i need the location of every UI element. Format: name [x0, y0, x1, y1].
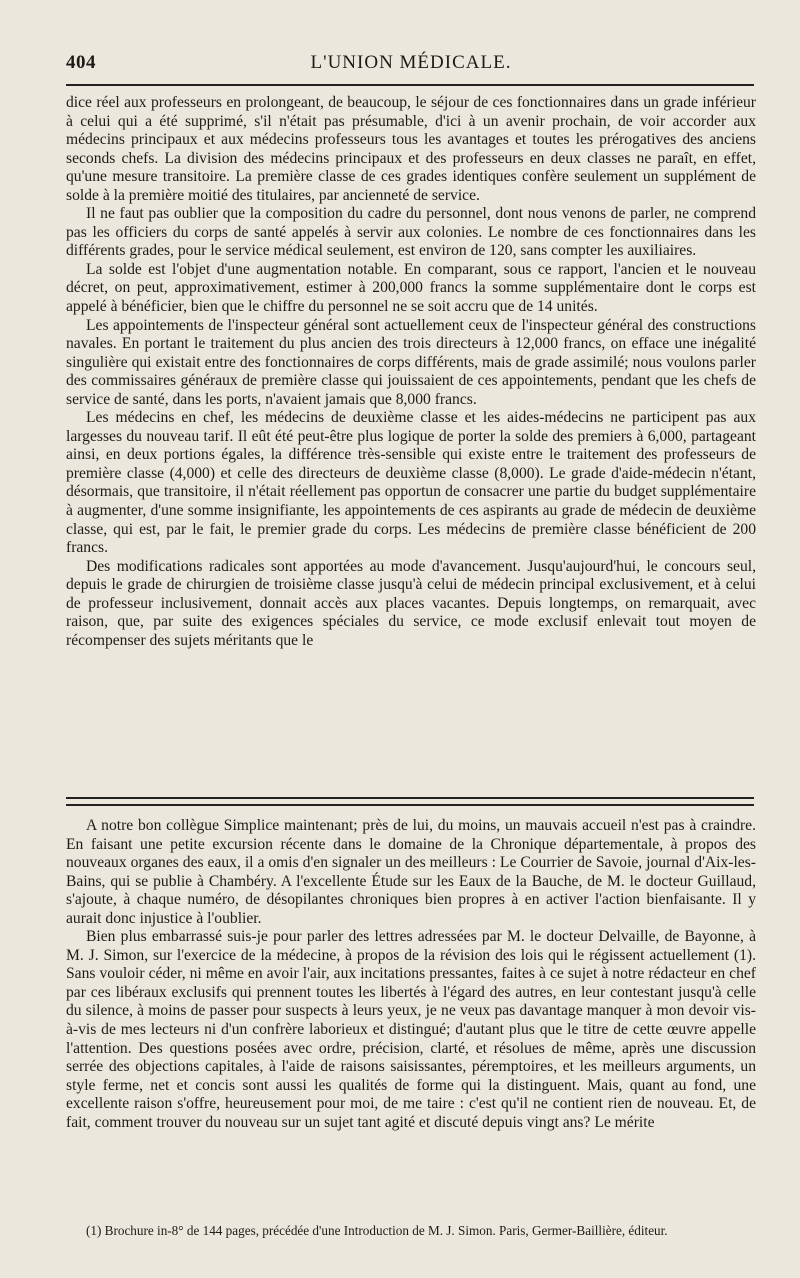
- page-header: [66, 52, 756, 82]
- feuilleton-section: [66, 817, 756, 1132]
- footnote: [66, 1223, 756, 1239]
- paragraph: La solde est l'objet d'une augmentation notable. En comparant, sous ce rapport, l'ancien et le nouveau décret, on peut, approximativement, estimer à 200,000 francs la somme supplémentaire dont le corps est appelé à bénéficier, bien que le chiffre du personnel ne se soit accru que de 14 unités.: [66, 260, 756, 316]
- paragraph: Bien plus embarrassé suis-je pour parler des lettres adressées par M. le docteur Delvaille, de Bayonne, à M. J. Simon, sur l'exercice de la médecine, à propos de la révision des lois qui le régissent actuellement (1). Sans vouloir céder, ni même en avoir l'air, aux incitations pressantes, faites à ce sujet à notre rédacteur en chef par ces libéraux exclusifs qui prennent toutes les libertés à l'égard des autres, en leur contestant jusqu'à celle du silence, à moins de passer pour suspects à leurs yeux, je ne veux pas davantage manquer à mon devoir vis-à-vis de mes lecteurs ni d'un confrère laborieux et distingué; d'autant plus que le titre de cette œuvre appelle l'attention. Des questions posées avec ordre, précision, clarté, et résolues de même, après une discussion serrée des objections capitales, à l'aide de raisons saisissantes, péremptoires, et les meilleurs arguments, un style ferme, net et concis sont aussi les qualités de forme qui la distinguent. Mais, quant au fond, une excellente raison s'offre, heureusement pour moi, de me taire : c'est qu'il ne contient rien de nouveau. Et, de fait, comment trouver du nouveau sur un sujet tant agité et discuté depuis vingt ans? Le mérite: [66, 928, 756, 1131]
- paragraph: Il ne faut pas oublier que la composition du cadre du personnel, dont nous venons de parler, ne comprend pas les officiers du corps de santé appelés à servir aux colonies. Le nombre de ces fonctionnaires dans les différents grades, pour le service médical seulement, est environ de 120, sans compter les auxiliaires.: [66, 205, 756, 260]
- paragraph: Les médecins en chef, les médecins de deuxième classe et les aides-médecins ne participent pas aux largesses du nouveau tarif. Il eût été peut-être plus logique de porter la solde des premiers à 6,000, partageant ainsi, en deux portions égales, la différence très-sensible qui existe entre le traitement des professeurs de première classe (4,000) et celle des directeurs de deuxième classe (8,000). Le grade d'aide-médecin n'étant, désormais, que transitoire, il n'était réellement pas opportun de consacrer une partie du budget supplémentaire à augmenter, d'une somme insignifiante, les appointements de ces aspirants au grade de médecin de deuxième classe, qui est, par le fait, le premier grade du corps. Les médecins de première classe bénéficient de 200 francs.: [66, 409, 756, 557]
- paragraph: A notre bon collègue Simplice maintenant; près de lui, du moins, un mauvais accueil n'est pas à craindre. En faisant une petite excursion récente dans le domaine de la Chronique départementale, à propos des nouveaux organes des eaux, il a omis d'en signaler un des meilleurs : Le Courrier de Savoie, journal d'Aix-les-Bains, qui se publie à Chambéry. A l'excellente Étude sur les Eaux de la Bauche, de M. le docteur Guillaud, s'ajoute, à chaque numéro, de désopilantes chroniques bien propres à en activer l'action bienfaisante. Il y aurait donc injustice à l'oublier.: [66, 817, 756, 927]
- paragraph: Les appointements de l'inspecteur général sont actuellement ceux de l'inspecteur général des constructions navales. En portant le traitement du plus ancien des trois directeurs à 12,000 francs, on efface une inégalité singulière qui existait entre des fonctionnaires de corps différents, mais de grade assimilé; nous voulons parler des commissaires généraux de première classe qui jouissaient de ces appointements, pendant que les chefs de service de santé, dans les ports, n'avaient jamais que 8,000 francs.: [66, 316, 756, 408]
- paragraph: dice réel aux professeurs en prolongeant, de beaucoup, le séjour de ces fonctionnaires dans un grade inférieur à celui qui a été supprimé, s'il n'était pas présumable, d'ici à un avenir prochain, de voir accorder aux médecins principaux et aux médecins professeurs tous les avantages et toutes les prérogatives des anciens seconds chefs. La division des médecins principaux et des professeurs en deux classes ne paraît, en effet, qu'une mesure transitoire. La première classe de ces grades identiques confère seulement un supplément de solde à la première moitié des titulaires, par ancienneté de service.: [66, 94, 756, 204]
- header-rule: [66, 84, 754, 86]
- feuilleton-separator: [66, 797, 754, 806]
- main-article: [66, 94, 756, 650]
- footnote-text: (1) Brochure in-8° de 144 pages, précédée d'une Introduction de M. J. Simon. Paris, Germer-Baillière, éditeur.: [86, 1223, 668, 1238]
- paragraph: Des modifications radicales sont apportées au mode d'avancement. Jusqu'aujourd'hui, le concours seul, depuis le grade de chirurgien de troisième classe jusqu'à celui de médecin principal exclusivement, et à celui de professeur inclusivement, donnait accès aux places vacantes. Depuis longtemps, on remarquait, avec raison, que, par suite des exigences spéciales du service, ce mode exclusif enlevait tout moyen de récompenser des sujets méritants que le: [66, 557, 756, 649]
- page-number: 404: [66, 52, 96, 73]
- running-title: L'UNION MÉDICALE.: [310, 52, 512, 73]
